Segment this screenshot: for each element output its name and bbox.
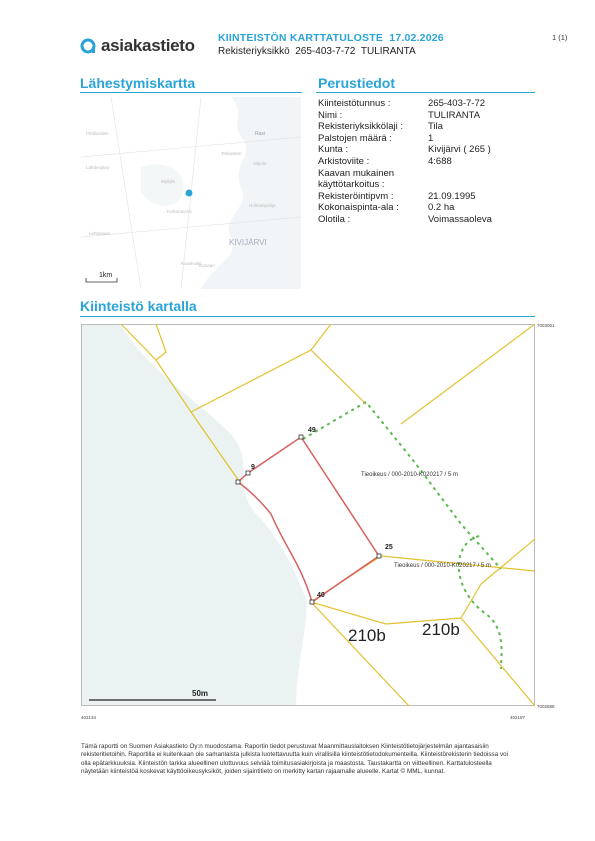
disclaimer-text: Tämä raportti on Suomen Asiakastieto Oy:n muodostama. Raportin tiedot perustuvat Maanmittauslaitoksen Kiinteistötietojärjestelmän ajantasaisiin rekisteritietoihin. Raportilla ei kuitenkaan ole samanlaista julkista luotettavuutta kuin virallisilla kiinteistötietodokumenteilla. Kiinteistörekisterin tiedoissa voi olla epätarkkuuksia. Kiinteistön tarkka alueellinen ulottuvuus selviää toimitusasiakirjoista ja maastosta. Taustakartta on viitteellinen. Karttatulosteella näytetään kiinteistöä koskevat käyttöoikeusyksiköt, joiden sijaintitieto on merkitty kartan rajaamalle alueelle. Kartat © MML, kunnat.: [81, 743, 508, 776]
info-row: [318, 98, 492, 110]
logo-text: asiakastieto: [101, 36, 195, 55]
info-label: Rekisteriyksikkölaji :: [318, 121, 403, 133]
basic-info-table: [318, 98, 492, 226]
info-row: [318, 168, 492, 180]
info-label: Kaavan mukainen: [318, 167, 395, 179]
brand-logo: [80, 36, 195, 56]
info-label: Arkistoviite :: [318, 155, 370, 167]
parcel-label-1: 210b: [348, 626, 386, 645]
info-value: TULIRANTA: [428, 109, 481, 121]
overview-faint-label: Isosaari: [199, 263, 215, 268]
coord-bottom-right: 7002688: [537, 704, 555, 709]
info-row: [318, 121, 492, 133]
basic-info-title: Perustiedot: [318, 75, 396, 91]
map-scale-label: 50m: [192, 689, 209, 698]
info-label: Olotila :: [318, 213, 351, 225]
info-row: [318, 110, 492, 122]
overview-faint-label: Kuuskoski: [181, 261, 202, 266]
overview-faint-label: Vilpola: [253, 161, 267, 166]
overview-title-rule: [80, 92, 302, 93]
location-marker: [186, 190, 193, 197]
info-row: [318, 144, 492, 156]
point-label-49: 49: [308, 427, 316, 434]
info-label: Kiinteistötunnus :: [318, 98, 391, 109]
info-value: 4:688: [428, 155, 452, 167]
overview-map: [81, 97, 301, 289]
asiakastieto-logo-icon: [80, 38, 96, 54]
overview-map-title: Lähestymiskartta: [80, 75, 196, 91]
coord-bottom-right-x: 402197: [510, 715, 526, 720]
overview-faint-label: Lehtosaari: [89, 231, 111, 236]
overview-faint-label: Holmanpohja: [249, 203, 276, 208]
info-label: Rekisteröintipvm :: [318, 190, 394, 202]
title-date: 17.02.2026: [389, 32, 444, 44]
info-value: 265-403-7-72: [428, 98, 486, 109]
easement-label-2: Tieoikeus / 000-2010-K020217 / 5 m: [394, 563, 491, 569]
overview-scale-label: 1km: [99, 272, 113, 279]
register-unit-line: [218, 46, 416, 57]
coord-bottom-left: 402134: [81, 715, 97, 720]
info-value: Kivijärvi ( 265 ): [428, 144, 491, 156]
overview-faint-label: Rasi: [255, 131, 266, 137]
overview-faint-label: Pirttilanden: [86, 131, 109, 136]
overview-faint-label: Kuikonniemi: [167, 209, 192, 214]
info-row: [318, 214, 492, 226]
info-label: Kokonaispinta-ala :: [318, 202, 399, 214]
overview-faint-label: Tarkaisten: [221, 151, 242, 156]
overview-place-label: KIVIJÄRVI: [229, 238, 267, 247]
parcel-label-2: 210b: [422, 620, 460, 639]
basic-info-title-rule: [316, 92, 535, 93]
info-row: [318, 191, 492, 203]
property-map-title: Kiinteistö kartalla: [80, 298, 197, 314]
point-label-25: 25: [385, 544, 393, 551]
coord-top-right: 7003061: [537, 323, 555, 328]
info-value: 21.09.1995: [428, 190, 476, 202]
reg-label: Rekisteriyksikkö: [218, 46, 290, 57]
property-map-title-rule: [80, 316, 535, 317]
info-value: Tila: [428, 121, 443, 133]
info-label: käyttötarkoitus :: [318, 179, 385, 191]
reg-name: TULIRANTA: [360, 46, 416, 57]
info-value: 0.2 ha: [428, 202, 455, 214]
page-number: 1 (1): [552, 33, 568, 42]
info-row: [318, 202, 492, 214]
overview-faint-label: Myllylä: [161, 179, 175, 184]
info-label: Kunta :: [318, 144, 349, 156]
info-row: [318, 179, 492, 191]
info-row: [318, 133, 492, 145]
reg-id: 265-403-7-72: [295, 46, 356, 57]
info-value: 1: [428, 132, 434, 144]
point-label-40: 40: [317, 592, 325, 599]
info-label: Nimi :: [318, 109, 343, 121]
document-title: [218, 32, 444, 44]
title-text: KIINTEISTÖN KARTTATULOSTE: [218, 32, 384, 44]
info-row: [318, 156, 492, 168]
info-value: Voimassaoleva: [428, 213, 492, 225]
overview-faint-label: Lahdenjärvi: [86, 165, 110, 170]
point-label-9: 9: [251, 464, 255, 471]
property-map: [81, 324, 535, 706]
easement-label-1: Tieoikeus / 000-2010-K020217 / 5 m: [361, 472, 458, 478]
info-label: Palstojen määrä :: [318, 132, 392, 144]
